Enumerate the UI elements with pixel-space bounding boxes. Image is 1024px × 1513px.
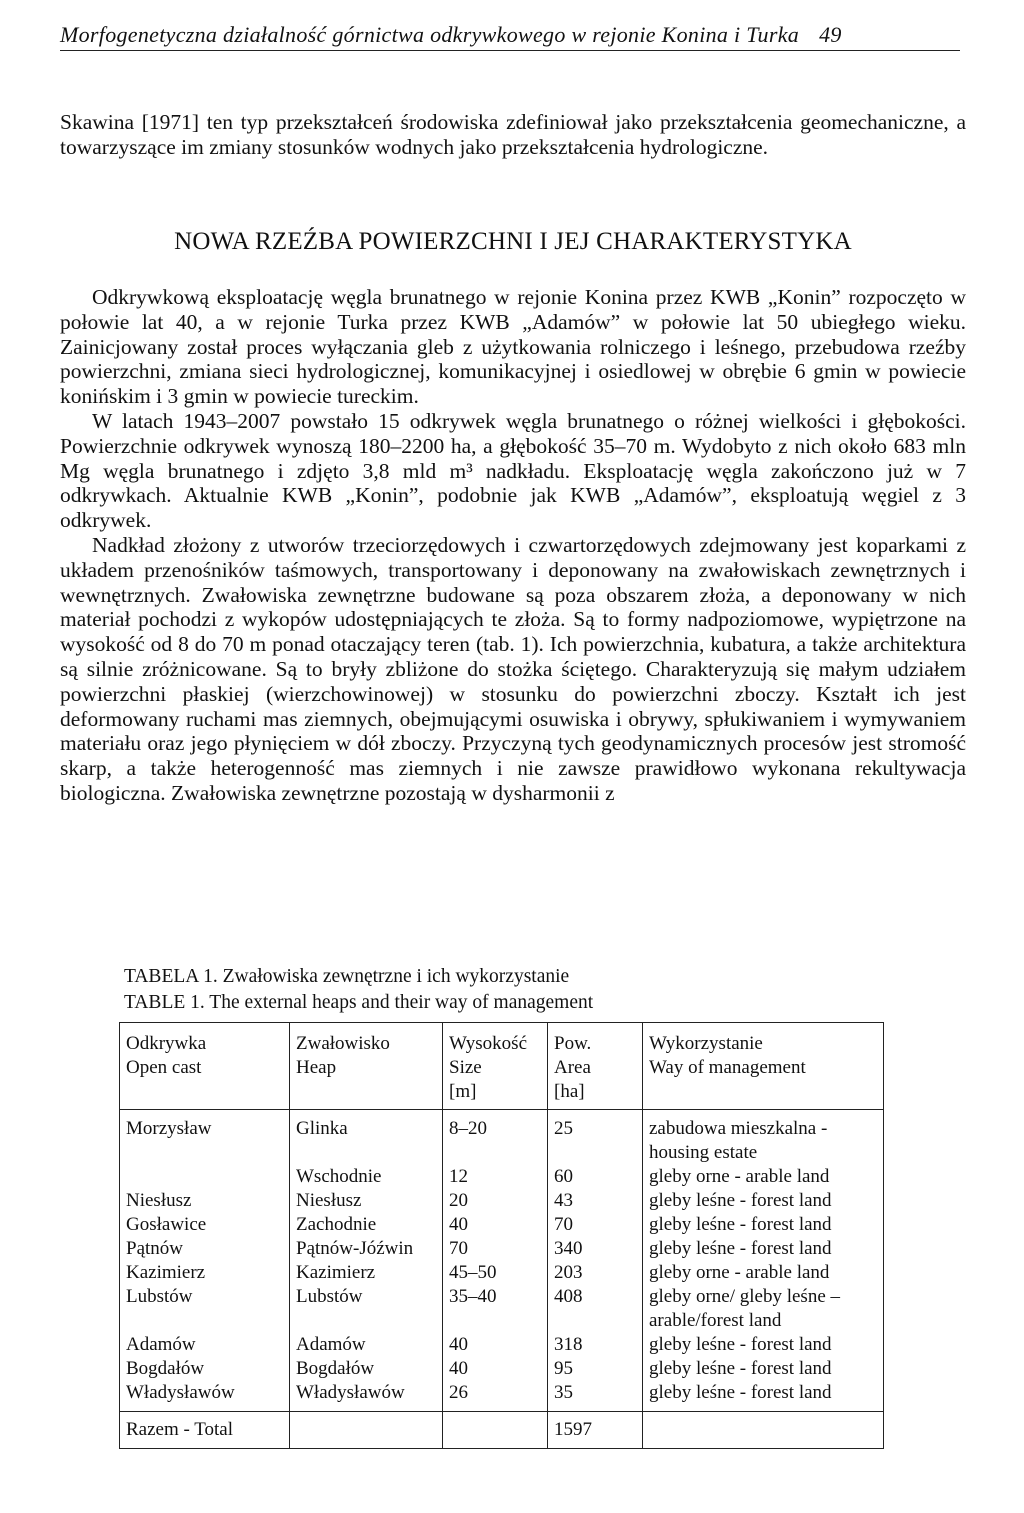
total-empty-management [643,1412,884,1449]
total-area: 1597 [548,1412,643,1449]
header-label-en: Heap [296,1057,337,1078]
header-label-pl: Pow. [554,1033,592,1054]
header-size [443,1023,548,1110]
table-row [120,1165,884,1189]
table-header-row [120,1023,884,1110]
cell-size: 40 [443,1357,548,1381]
cell-management: gleby leśne - forest land [643,1237,884,1261]
cell-area: 43 [548,1189,643,1213]
cell-area: 70 [548,1213,643,1237]
cell-heap: Lubstów [290,1285,443,1333]
cell-heap: Władysławów [290,1381,443,1412]
cell-open-cast: Kazimierz [120,1261,290,1285]
page-number: 49 [819,22,842,47]
header-heap [290,1023,443,1110]
cell-area: 318 [548,1333,643,1357]
heaps-table [119,1022,884,1449]
cell-size: 45–50 [443,1261,548,1285]
body-paragraph-1: Odkrywkową eksploatację węgla brunatnego w rejonie Konina przez KWB „Konin” rozpoczęto w połowie lat 40, a w rejonie Turka przez KWB „Adamów” w połowie lat 50 ubiegłego wieku. Zainicjowany został proces wyłączania gleb z użytkowania rolniczego i leśnego, przebudowa rzeźby powierzchni, zmiana sieci hydrologicznej, komunikacyjnej i osiedlowej w obrębie 6 gmin w powiecie konińskim i 3 gmin w powiecie tureckim. [60,285,966,409]
cell-area: 340 [548,1237,643,1261]
cell-management: zabudowa mieszkalna - housing estate [643,1110,884,1166]
table-row [120,1237,884,1261]
section-body [60,285,966,806]
cell-open-cast: Gosławice [120,1213,290,1237]
cell-management: gleby leśne - forest land [643,1213,884,1237]
header-label-pl: Wysokość [449,1033,528,1054]
table-row [120,1261,884,1285]
table-row [120,1333,884,1357]
body-paragraph-2: W latach 1943–2007 powstało 15 odkrywek węgla brunatnego o różnej wielkości i głębokości. Powierzchnie odkrywek wynoszą 180–2200 ha, a głębokość 35–70 m. Wydobyto z nich około 683 mln Mg węgla brunatnego i zdjęto 3,8 mld m³ nadkładu. Eksploatację węgla zakończono już w 7 odkrywkach. Aktualnie KWB „Konin”, podobnie jak KWB „Adamów”, eksploatują węgiel z 3 odkrywek. [60,408,966,533]
cell-management: gleby orne - arable land [643,1165,884,1189]
intro-paragraph: Skawina [1971] ten typ przekształceń środowiska zdefiniował jako przekształcenia geomechaniczne, a towarzyszące im zmiany stosunków wodnych jako przekształcenia hydrologiczne. [60,110,966,159]
table-row [120,1110,884,1166]
total-empty-heap [290,1412,443,1449]
table-row [120,1357,884,1381]
cell-area: 203 [548,1261,643,1285]
header-unit: [ha] [554,1081,585,1102]
header-label-en: Way of management [649,1057,806,1078]
header-label-pl: Wykorzystanie [649,1033,763,1054]
running-header [60,22,960,51]
cell-size: 8–20 [443,1110,548,1166]
table-row [120,1213,884,1237]
cell-heap: Zachodnie [290,1213,443,1237]
table-row [120,1189,884,1213]
total-empty-size [443,1412,548,1449]
intro-paragraph-block [60,110,966,160]
cell-management: gleby leśne - forest land [643,1357,884,1381]
header-management [643,1023,884,1110]
header-label-en: Size [449,1057,482,1078]
cell-size: 20 [443,1189,548,1213]
cell-size: 35–40 [443,1285,548,1333]
total-label: Razem - Total [120,1412,290,1449]
cell-open-cast: Morzysław [120,1110,290,1166]
table-total-row [120,1412,884,1449]
table-row [120,1381,884,1412]
header-unit: [m] [449,1081,477,1102]
cell-heap: Niesłusz [290,1189,443,1213]
cell-management: gleby orne - arable land [643,1261,884,1285]
header-area [548,1023,643,1110]
header-open-cast [120,1023,290,1110]
cell-management: gleby orne/ gleby leśne – arable/forest land [643,1285,884,1333]
header-label-pl: Zwałowisko [296,1033,390,1054]
cell-heap: Glinka [290,1110,443,1166]
cell-management: gleby leśne - forest land [643,1333,884,1357]
cell-open-cast: Adamów [120,1333,290,1357]
cell-size: 40 [443,1333,548,1357]
table-row [120,1285,884,1333]
cell-area: 25 [548,1110,643,1166]
cell-area: 60 [548,1165,643,1189]
cell-area: 95 [548,1357,643,1381]
cell-area: 35 [548,1381,643,1412]
cell-management: gleby leśne - forest land [643,1189,884,1213]
cell-open-cast [120,1165,290,1189]
table-caption-english: TABLE 1. The external heaps and their way of management [124,992,594,1013]
cell-size: 70 [443,1237,548,1261]
header-label-en: Open cast [126,1057,202,1078]
header-label-en: Area [554,1057,591,1078]
cell-area: 408 [548,1285,643,1333]
section-heading: NOWA RZEŹBA POWIERZCHNI I JEJ CHARAKTERYSTYKA [174,228,852,255]
cell-size: 12 [443,1165,548,1189]
cell-size: 26 [443,1381,548,1412]
cell-open-cast: Lubstów [120,1285,290,1333]
cell-open-cast: Pątnów [120,1237,290,1261]
cell-heap: Kazimierz [290,1261,443,1285]
cell-management: gleby leśne - forest land [643,1381,884,1412]
cell-heap: Adamów [290,1333,443,1357]
running-title: Morfogenetyczna działalność górnictwa odkrywkowego w rejonie Konina i Turka [60,22,800,47]
cell-open-cast: Bogdałów [120,1357,290,1381]
cell-open-cast: Władysławów [120,1381,290,1412]
cell-size: 40 [443,1213,548,1237]
table-caption-polish: TABELA 1. Zwałowiska zewnętrzne i ich wykorzystanie [124,966,570,987]
body-paragraph-3: Nadkład złożony z utworów trzeciorzędowych i czwartorzędowych zdejmowany jest koparkami z układem przenośników taśmowych, transportowany i deponowany na zwałowiskach zewnętrznych i wewnętrznych. Zwałowiska zewnętrzne budowane są poza obszarem złoża, a deponowany w nich materiał pochodzi z wykopów udostępniających te złoża. Są to formy nadpoziomowe, wypiętrzone na wysokość od 8 do 70 m ponad otaczający teren (tab. 1). Ich powierzchnia, kubatura, a także architektura są silnie zróżnicowane. Są to bryły zbliżone do stożka ściętego. Charakteryzują się małym udziałem powierzchni płaskiej (wierzchowinowej) w stosunku do powierzchni zboczy. Kształt ich jest deformowany ruchami mas ziemnych, obejmującymi osuwiska i obrywy, spłukiwaniem i wymywaniem materiału oraz jego płynięciem w dół zboczy. Przyczyną tych geodynamicznych procesów jest stromość skarp, a także heterogenność mas ziemnych i nie zawsze prawidłowo wykonana rekultywacja biologiczna. Zwałowiska zewnętrzne pozostają w dysharmonii z [60,532,966,805]
cell-open-cast: Niesłusz [120,1189,290,1213]
cell-heap: Bogdałów [290,1357,443,1381]
cell-heap: Wschodnie [290,1165,443,1189]
header-label-pl: Odkrywka [126,1033,207,1054]
cell-heap: Pątnów-Jóźwin [290,1237,443,1261]
